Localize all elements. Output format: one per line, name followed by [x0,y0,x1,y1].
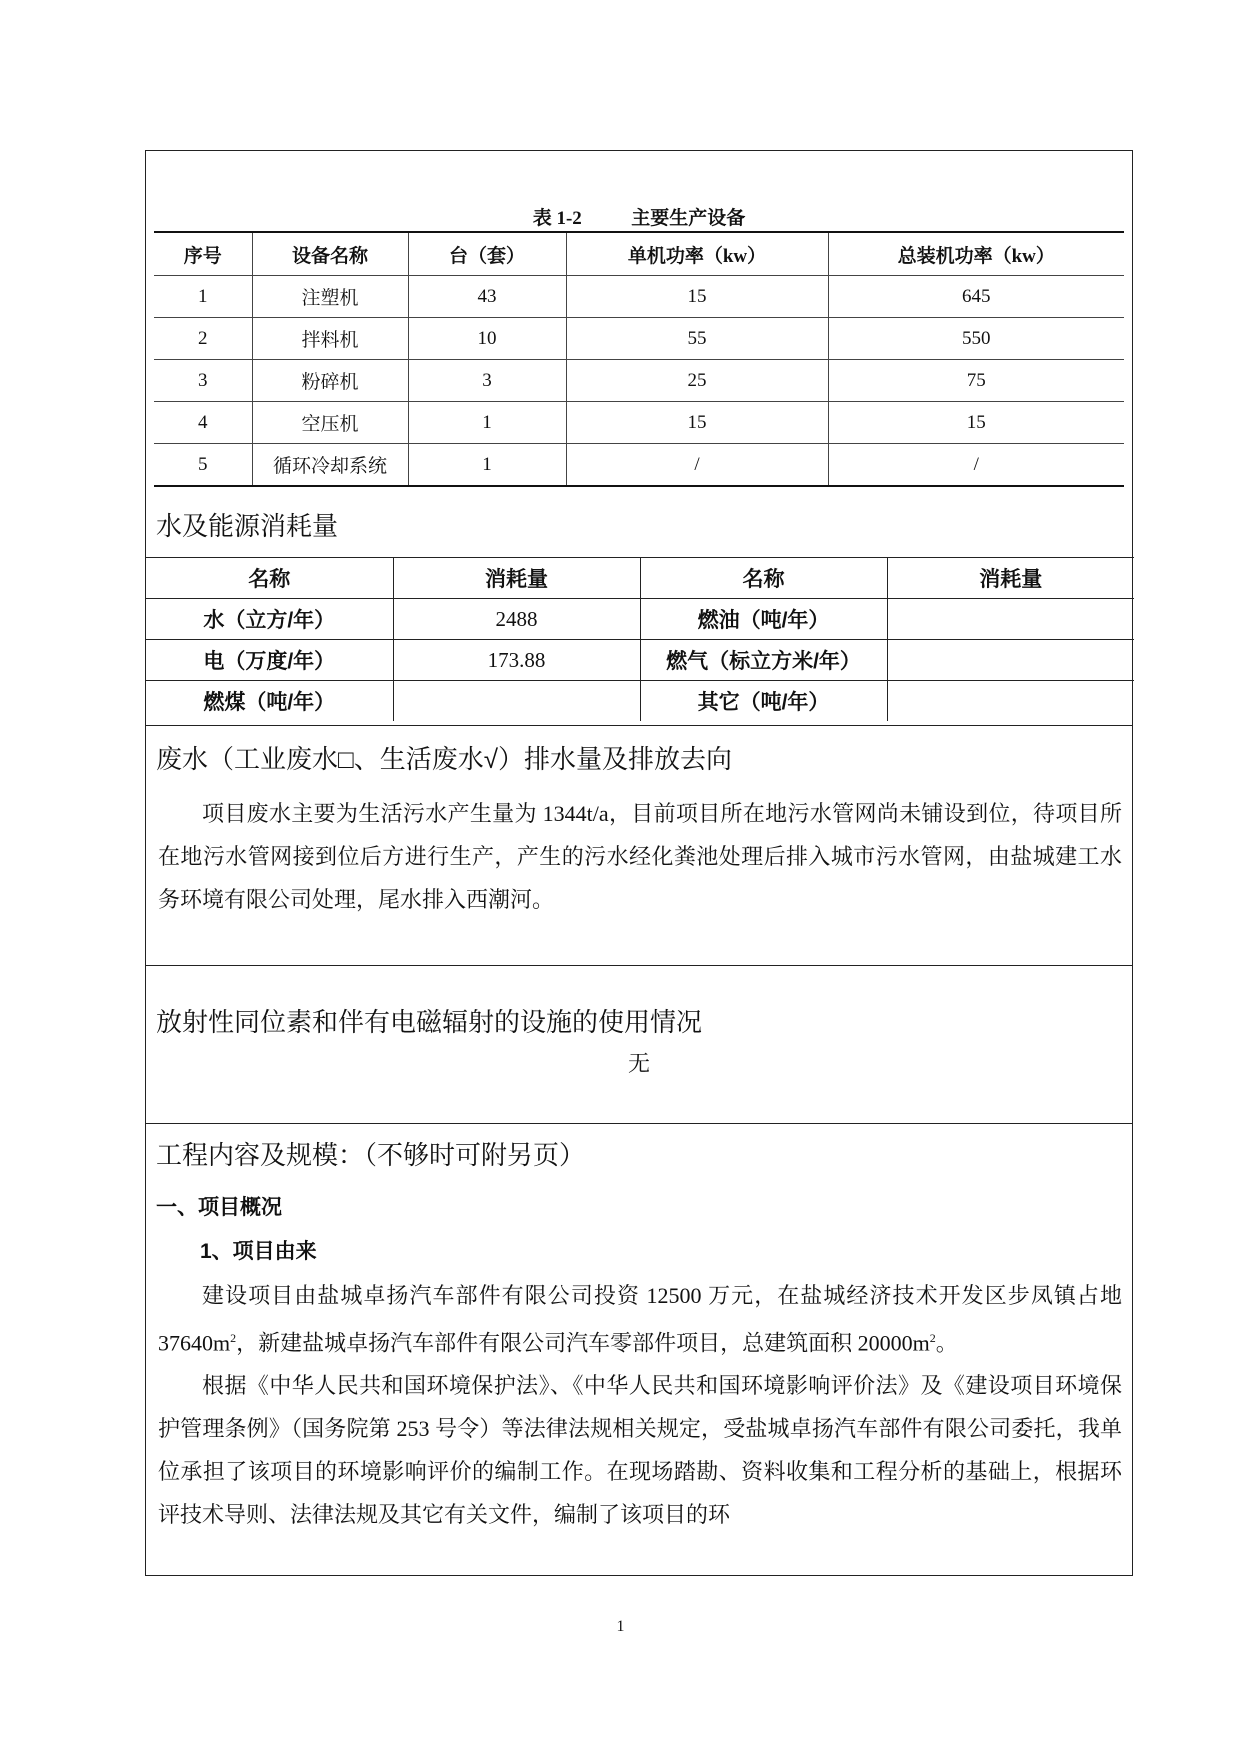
table-row [154,318,1124,360]
project-title: 工程内容及规模：（不够时可附另页） [156,1140,586,1170]
wastewater-title: 废水（工业废水□、生活废水√）排水量及排放去向 [156,744,732,774]
table-cell: / [566,444,828,487]
table-cell: 645 [828,276,1124,318]
energy-value: 2488 [393,599,640,640]
table-cell: 25 [566,360,828,402]
energy-row [146,640,1134,681]
table-cell: 5 [154,444,252,487]
project-section [146,1123,1132,1575]
table-row [154,402,1124,444]
radiation-value: 无 [627,1051,650,1076]
table-cell: 3 [408,360,566,402]
form-frame [145,150,1133,1576]
energy-row [146,681,1134,722]
table-cell: 注塑机 [252,276,408,318]
table-row [154,444,1124,487]
wastewater-text: 项目废水主要为生活污水产生量为 1344t/a，目前项目所在地污水管网尚未铺设到位，待项目所在地污水管网接到位后方进行生产，产生的污水经化粪池处理后排入城市污水管网，由盐城建工水务环境有限公司处理，尾水排入西潮河。 [158,801,1122,912]
table-cell: 拌料机 [252,318,408,360]
table-cell: 55 [566,318,828,360]
table-cell: / [828,444,1124,487]
col-header: 单机功率（kw） [566,232,828,276]
equipment-table [154,231,1124,487]
section-heading: 一、项目概况 [156,1196,282,1219]
table-row [154,360,1124,402]
energy-value [393,681,640,722]
radiation-title: 放射性同位素和伴有电磁辐射的设施的使用情况 [156,1007,703,1037]
table-caption [146,203,1132,230]
col-header: 序号 [154,232,252,276]
table-cell: 15 [828,402,1124,444]
energy-label: 燃气（标立方米/年） [640,640,887,681]
energy-value [887,640,1134,681]
energy-section [146,495,1132,557]
table-cell: 15 [566,402,828,444]
energy-value: 173.88 [393,640,640,681]
table-cell: 1 [408,444,566,487]
table-cell: 粉碎机 [252,360,408,402]
table-row [154,276,1124,318]
table-cell: 10 [408,318,566,360]
col-header: 设备名称 [252,232,408,276]
energy-label: 燃煤（吨/年） [146,681,393,722]
table-cell: 15 [566,276,828,318]
table-title: 主要生产设备 [631,208,746,229]
col-header: 名称 [146,558,393,599]
table-header-row [154,232,1124,276]
table-cell: 2 [154,318,252,360]
col-header: 名称 [640,558,887,599]
table-cell: 4 [154,402,252,444]
page-number: 1 [616,1618,625,1635]
table-cell: 550 [828,318,1124,360]
project-para-2: 根据《中华人民共和国环境保护法》、《中华人民共和国环境影响评价法》及《建设项目环境保护管理条例》（国务院第 253 号令）等法律法规相关规定，受盐城卓扬汽车部件有限公司委托，我单位承担了该项目的环境影响评价的编制工作。在现场踏勘、资料收集和工程分析的基础上，根据环评技术导则、法律法规及其它有关文件，编制了该项目的环 [158,1373,1122,1528]
energy-value [887,681,1134,722]
table-cell: 1 [408,402,566,444]
energy-title: 水及能源消耗量 [156,511,339,541]
energy-label: 电（万度/年） [146,640,393,681]
wastewater-section [146,725,1132,965]
table-cell: 循环冷却系统 [252,444,408,487]
col-header: 消耗量 [887,558,1134,599]
table-cell: 3 [154,360,252,402]
table-cell: 75 [828,360,1124,402]
table-cell: 43 [408,276,566,318]
project-para-1: 建设项目由盐城卓扬汽车部件有限公司投资 12500 万元，在盐城经济技术开发区步凤镇占地 $37640m^2$，新建盐城卓扬汽车部件有限公司汽车零部件项目，总建筑面积 $20000m^2$。 [158,1283,1122,1356]
col-header: 台（套） [408,232,566,276]
table-cell: 1 [154,276,252,318]
table-cell: 空压机 [252,402,408,444]
radiation-section [146,965,1132,1123]
table-number: 表 1-2 [532,208,582,229]
subsection-heading: 1、项目由来 [200,1240,317,1263]
col-header: 消耗量 [393,558,640,599]
energy-row [146,599,1134,640]
energy-table [146,557,1134,721]
energy-label: 其它（吨/年） [640,681,887,722]
energy-header-row [146,558,1134,599]
energy-label: 燃油（吨/年） [640,599,887,640]
energy-value [887,599,1134,640]
energy-label: 水（立方/年） [146,599,393,640]
col-header: 总装机功率（kw） [828,232,1124,276]
